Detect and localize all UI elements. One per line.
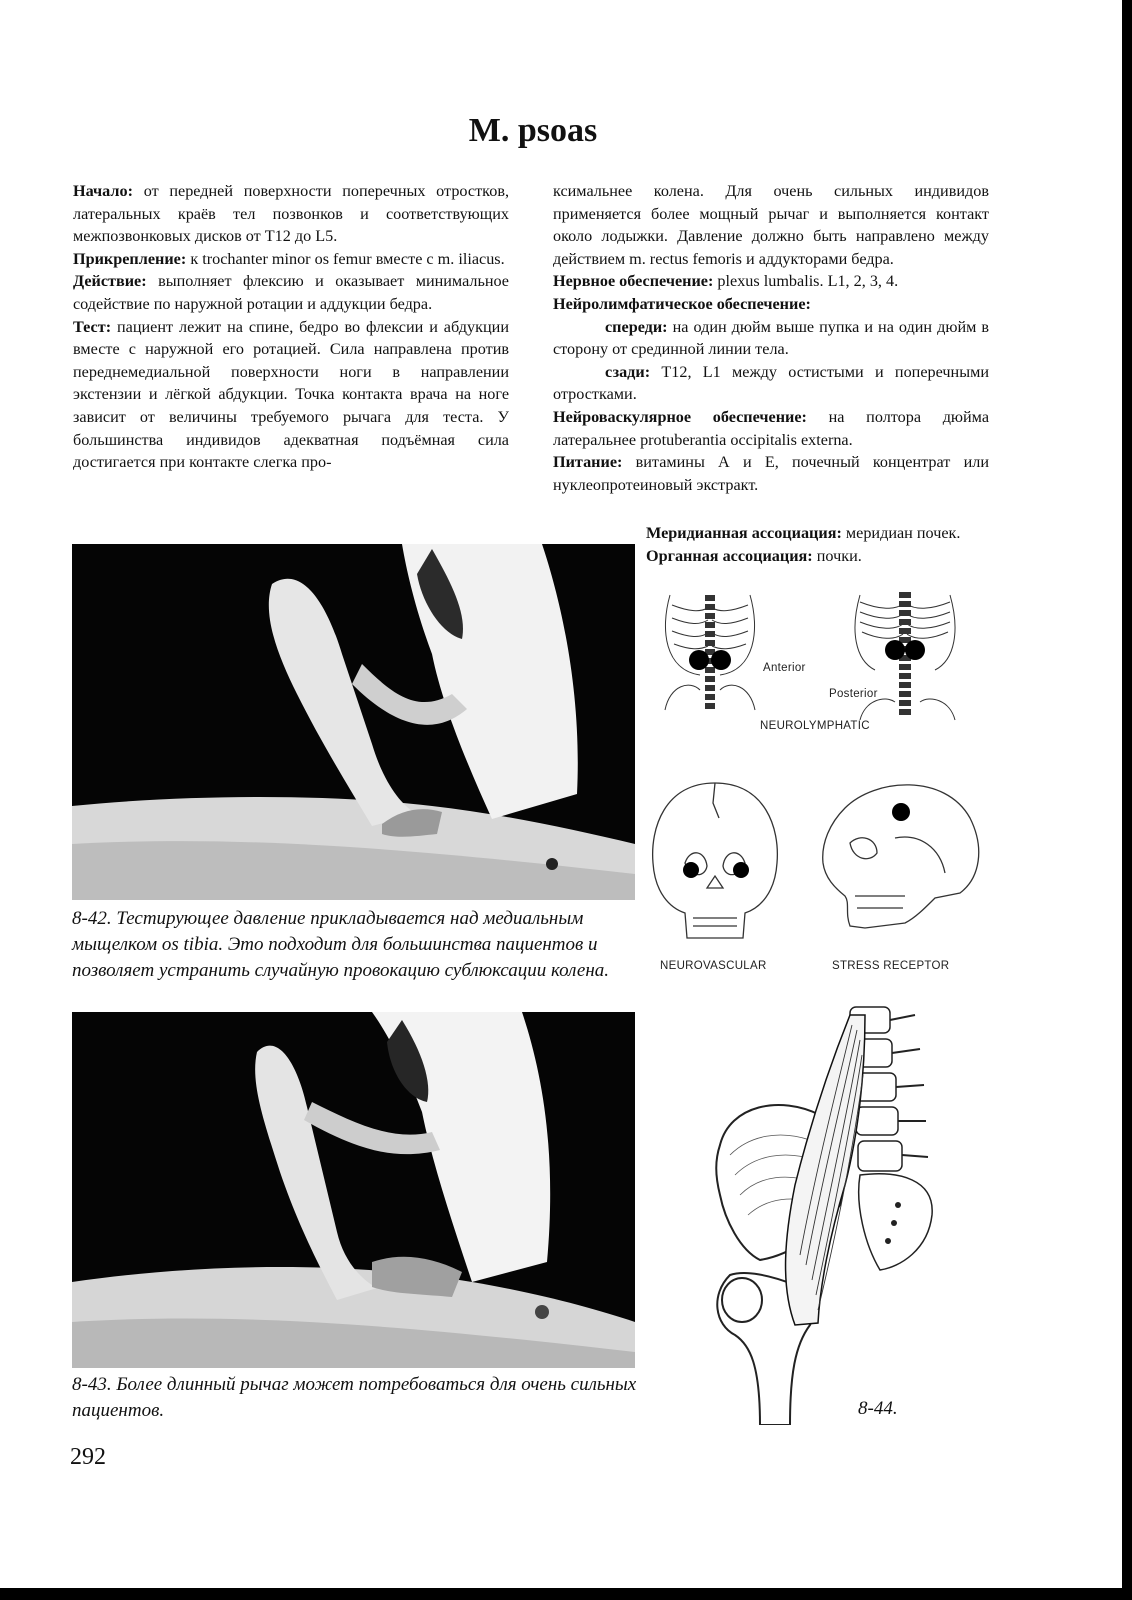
right-text-column bbox=[553, 180, 989, 496]
action-text: выполняет флексию и оказывает минимальное содействие по наружной ротации и аддукции бедра. bbox=[73, 272, 509, 313]
continuation-paragraph: ксимальнее колена. Для очень сильных индивидов применяется более мощный рычаг и выполняется контакт около лодыжки. Давление должно быть направлено между действием m. rectus femoris и аддукторами бедра. bbox=[553, 182, 989, 268]
scan-edge-right bbox=[1122, 0, 1132, 1600]
page-number: 292 bbox=[70, 1444, 106, 1470]
insertion-paragraph bbox=[73, 248, 509, 271]
photo-fig-8-42-image bbox=[72, 544, 635, 900]
skull-diagrams bbox=[645, 778, 990, 948]
test-paragraph bbox=[73, 316, 509, 474]
nutrition-paragraph bbox=[553, 451, 989, 496]
nutrition-text: витамины А и Е, почечный концентрат или нуклеопротеиновый экстракт. bbox=[553, 453, 989, 494]
back-label: сзади: bbox=[605, 362, 651, 381]
front-label: спереди: bbox=[605, 317, 668, 336]
label-neurovascular: NEUROVASCULAR bbox=[660, 960, 767, 972]
caption-fig-8-42: 8-42. Тестирующее давление прикладывается над медиальным мыщелком os tibia. Это подходит для большинства пациентов и позволяет устранить случайную провокацию сублюксации колена. bbox=[72, 908, 610, 981]
left-text-column bbox=[73, 180, 509, 474]
front-paragraph bbox=[553, 316, 989, 361]
label-stress-receptor: STRESS RECEPTOR bbox=[832, 960, 950, 972]
label-neurolymphatic: NEUROLYMPHATIC bbox=[760, 720, 870, 732]
photo-fig-8-43-image bbox=[72, 1012, 635, 1368]
page-title: M. psoas bbox=[468, 112, 598, 149]
organ-label: Органная ассоциация: bbox=[646, 546, 813, 565]
associations-block bbox=[646, 522, 992, 567]
photo-fig-8-43 bbox=[72, 1012, 635, 1368]
neurolymphatic-heading: Нейролимфатическое обеспечение: bbox=[553, 294, 811, 313]
scan-edge-bottom bbox=[0, 1588, 1132, 1600]
meridian-text: меридиан почек. bbox=[845, 524, 961, 542]
test-label: Тест: bbox=[73, 317, 112, 336]
neurovascular-text: на полтора дюйма латеральнее protuberantia occipitalis externa. bbox=[553, 407, 990, 449]
action-label: Действие: bbox=[73, 272, 147, 291]
insertion-label: Прикрепление: bbox=[73, 249, 187, 268]
meridian-paragraph bbox=[646, 522, 992, 545]
neurovascular-paragraph bbox=[553, 406, 989, 451]
back-text: T12, L1 между остистыми и поперечными отростками. bbox=[553, 362, 989, 404]
caption-fig-8-43: 8-43. Более длинный рычаг может потребоваться для очень сильных пациентов. bbox=[72, 1374, 637, 1421]
psoas-muscle-illustration bbox=[700, 1005, 960, 1425]
label-posterior: Posterior bbox=[829, 688, 878, 700]
caption-fig-8-44: 8-44. bbox=[858, 1398, 898, 1419]
test-text: пациент лежит на спине, бедро во флексии и абдукции вместе с наружной его ротацией. Сила направлена против переднемедиальной поверхности ноги в направлении экстензии и лёгкой абдукции. Точка контакта врача на ноге зависит от величины требуемого рычага для теста. У большинства индивидов адекватная подъёмная сила достигается при контакте слегка про- bbox=[73, 317, 509, 472]
front-text: на один дюйм выше пупка и на один дюйм в сторону от срединной линии тела. bbox=[553, 317, 990, 359]
origin-label: Начало: bbox=[73, 182, 133, 200]
insertion-text: к trochanter minor os femur вместе с m. iliacus. bbox=[190, 249, 505, 268]
meridian-label: Меридианная ассоциация: bbox=[646, 524, 842, 542]
photo-fig-8-42 bbox=[72, 544, 635, 900]
nutrition-label: Питание: bbox=[553, 453, 623, 472]
back-paragraph bbox=[553, 361, 989, 406]
action-paragraph bbox=[73, 270, 509, 315]
origin-text: от передней поверхности поперечных отростков, латеральных краёв тел позвонков и соответствующих межпозвонковых дисков от T12 до L5. bbox=[73, 182, 510, 246]
nerve-text: plexus lumbalis. L1, 2, 3, 4. bbox=[717, 272, 899, 291]
nerve-label: Нервное обеспечение: bbox=[553, 272, 714, 291]
organ-text: почки. bbox=[816, 546, 862, 565]
label-anterior: Anterior bbox=[763, 662, 806, 674]
nerve-paragraph bbox=[553, 270, 989, 293]
origin-paragraph bbox=[73, 180, 509, 248]
neurolymphatic-diagram bbox=[660, 590, 960, 740]
organ-paragraph bbox=[646, 545, 992, 568]
neurovascular-label: Нейроваскулярное обеспечение: bbox=[553, 407, 807, 426]
